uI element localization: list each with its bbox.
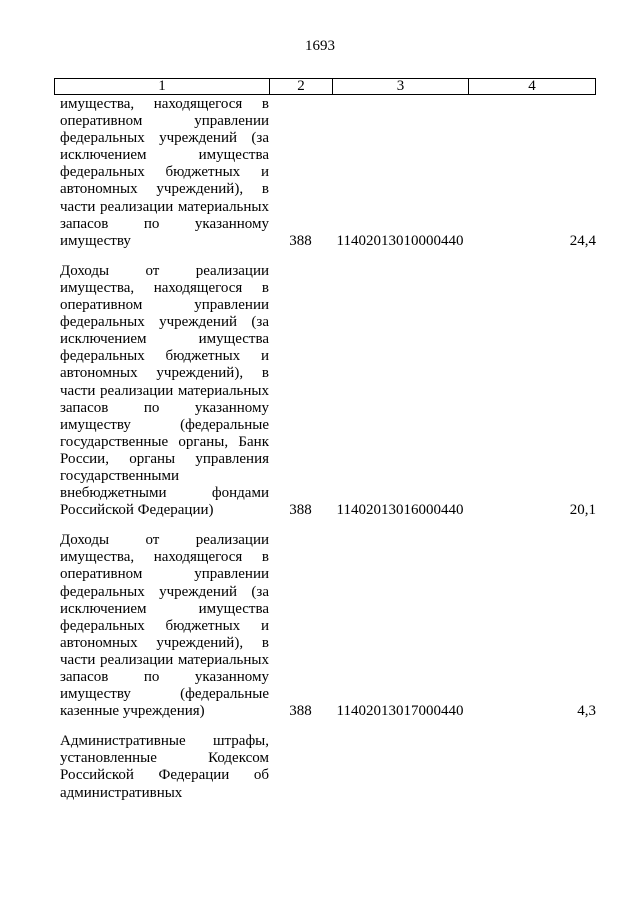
row-kbk: 11402013017000440 (336, 703, 464, 720)
table-row (54, 532, 596, 720)
page-number: 1693 (305, 38, 335, 54)
column-header-3: 3 (333, 79, 469, 94)
row-admin-code: 388 (289, 502, 312, 519)
table-row (54, 263, 596, 519)
table-body (54, 96, 596, 815)
row-kbk: 11402013010000440 (336, 232, 464, 249)
row-admin-code: 388 (289, 232, 312, 249)
column-header-1: 1 (55, 79, 270, 94)
column-header-2: 2 (270, 79, 333, 94)
row-name: Административные штрафы, установленные Кодексом Российской Федерации об административных (60, 733, 269, 801)
row-name: Доходы от реализации имущества, находящегося в оперативном управлении федеральных учреждений (за исключением имущества федеральных бюджетных и автономных учреждений), в части реализации материальных запасов по указанному имуществу (федеральные казенные учреждения) (60, 532, 269, 720)
row-admin-code: 388 (289, 703, 312, 720)
table-row (54, 733, 596, 801)
column-header-4: 4 (528, 78, 536, 94)
row-amount: 4,3 (577, 703, 596, 720)
table-header (54, 78, 596, 95)
row-kbk: 11402013016000440 (336, 502, 464, 519)
row-amount: 24,4 (569, 232, 596, 249)
row-name: Доходы от реализации имущества, находящегося в оперативном управлении федеральных учреждений (за исключением имущества федеральных бюджетных и автономных учреждений), в части реализации материальных запасов по указанному имуществу (федеральные государственные органы, Банк России, органы управления государственными внебюджетными фондами Российской Федерации) (60, 262, 269, 519)
table-row (54, 96, 596, 250)
row-name: имущества, находящегося в оперативном управлении федеральных учреждений (за исключением имущества федеральных бюджетных и автономных учреждений), в части реализации материальных запасов по указанному имуществу (60, 96, 269, 249)
row-amount: 20,1 (569, 502, 596, 519)
